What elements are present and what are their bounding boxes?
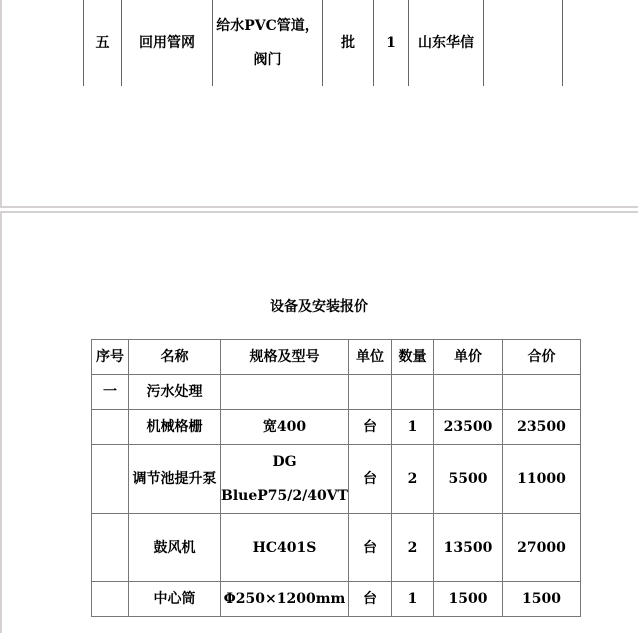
cell-unit: 台 (348, 514, 391, 582)
cell-name: 机械格栅 (129, 410, 221, 445)
table-row (92, 514, 581, 582)
cell-spec: HC401S (221, 514, 349, 582)
header-row (92, 340, 581, 375)
cell-price: 5500 (433, 445, 502, 514)
cell-qty: 2 (391, 445, 433, 514)
cell-total: 11000 (502, 445, 580, 514)
header-cell: 规格及型号 (221, 340, 349, 375)
header-cell: 序号 (92, 340, 129, 375)
cell-no (92, 582, 129, 617)
cell-name: 鼓风机 (129, 514, 221, 582)
cell-empty (221, 375, 349, 410)
cell-unit: 批 (323, 0, 374, 86)
spec-line: 阀门 (253, 52, 282, 68)
cell-unit: 台 (348, 410, 391, 445)
cell-name: 回用管网 (122, 0, 213, 86)
cell-qty: 1 (374, 0, 409, 86)
equipment-quote-table (91, 339, 581, 617)
table-row (84, 0, 563, 86)
cell-unit: 台 (348, 582, 391, 617)
page-title: 设备及安装报价 (270, 299, 368, 315)
cell-qty: 2 (391, 514, 433, 582)
header-cell: 单价 (433, 340, 502, 375)
spec-line: BlueP75/2/40VT (221, 488, 348, 504)
cell-total: 23500 (502, 410, 580, 445)
table-row (92, 582, 581, 617)
cell-name: 污水处理 (129, 375, 221, 410)
cell-empty (433, 375, 502, 410)
cell-empty (502, 375, 580, 410)
table-row (92, 410, 581, 445)
cell-total: 1500 (502, 582, 580, 617)
cell-qty: 1 (391, 410, 433, 445)
cell-no (92, 445, 129, 514)
cell-price: 1500 (433, 582, 502, 617)
cell-qty: 1 (391, 582, 433, 617)
cell-spec (221, 445, 349, 514)
section-row (92, 375, 581, 410)
header-cell: 合价 (502, 340, 580, 375)
cell-spec: 宽400 (221, 410, 349, 445)
cell-empty (348, 375, 391, 410)
cell-no (92, 410, 129, 445)
cell-no: 五 (84, 0, 122, 86)
cell-total: 27000 (502, 514, 580, 582)
cell-extra (484, 0, 563, 86)
cell-spec (213, 0, 323, 86)
cell-name: 调节池提升泵 (129, 445, 221, 514)
cell-name: 中心筒 (129, 582, 221, 617)
cell-price: 13500 (433, 514, 502, 582)
pipe-network-table (83, 0, 563, 86)
spec-line: DG (272, 454, 297, 470)
cell-unit: 台 (348, 445, 391, 514)
cell-no (92, 514, 129, 582)
cell-empty (391, 375, 433, 410)
cell-spec: Φ250×1200mm (221, 582, 349, 617)
cell-price: 23500 (433, 410, 502, 445)
cell-supplier: 山东华信 (409, 0, 484, 86)
table-row (92, 445, 581, 514)
header-cell: 单位 (348, 340, 391, 375)
cell-no: 一 (92, 375, 129, 410)
header-cell: 数量 (391, 340, 433, 375)
header-cell: 名称 (129, 340, 221, 375)
spec-line: 给水PVC管道， (216, 18, 319, 34)
